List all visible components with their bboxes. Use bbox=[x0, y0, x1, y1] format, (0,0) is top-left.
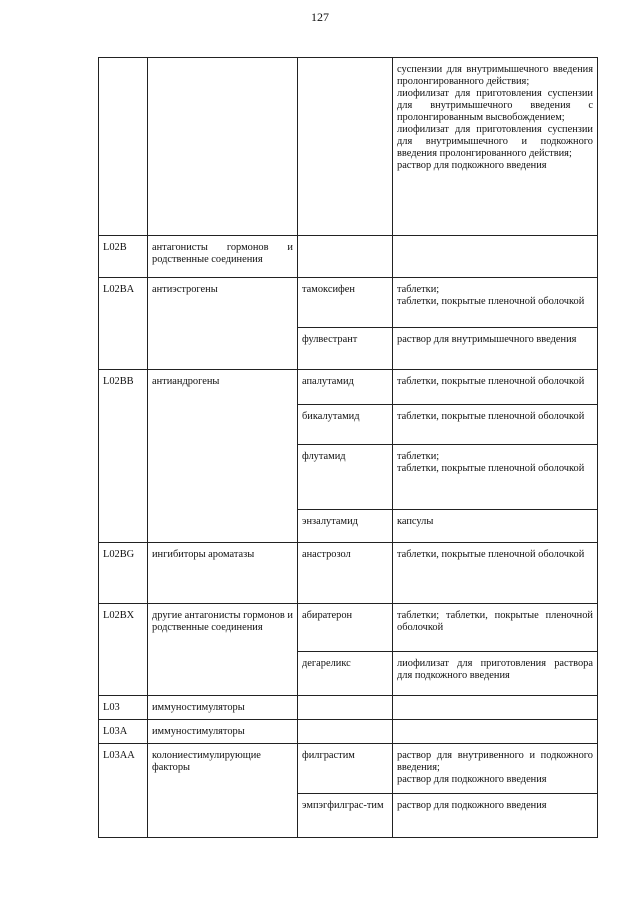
table-row bbox=[99, 720, 598, 744]
table-row bbox=[99, 278, 598, 328]
dosage-form-cell bbox=[393, 794, 598, 838]
table-row bbox=[99, 370, 598, 405]
group-cell: колониестимулирующие факторы bbox=[148, 744, 298, 838]
dosage-form-cell bbox=[393, 604, 598, 652]
atc-code-cell: L02BB bbox=[99, 370, 148, 543]
inn-cell: анастрозол bbox=[298, 543, 393, 604]
inn-cell bbox=[298, 720, 393, 744]
dosage-form-line: раствор для подкожного введения bbox=[397, 773, 547, 785]
dosage-form-line: лиофилизат для приготовления раствора для подкожного введения bbox=[397, 658, 593, 681]
group-cell: антиандрогены bbox=[148, 370, 298, 543]
inn-cell bbox=[298, 58, 393, 236]
inn-cell: тамоксифен bbox=[298, 278, 393, 328]
dosage-form-cell bbox=[393, 720, 598, 744]
dosage-form-line: таблетки, покрытые пленочной оболочкой bbox=[397, 462, 585, 474]
dosage-form-line: таблетки, покрытые пленочной оболочкой bbox=[397, 549, 585, 560]
atc-code-cell: L02BX bbox=[99, 604, 148, 696]
group-cell: антиэстрогены bbox=[148, 278, 298, 370]
inn-cell: абиратерон bbox=[298, 604, 393, 652]
dosage-form-line: капсулы bbox=[397, 516, 434, 527]
inn-cell bbox=[298, 236, 393, 278]
dosage-form-cell bbox=[393, 696, 598, 720]
table-row bbox=[99, 236, 598, 278]
inn-cell: апалутамид bbox=[298, 370, 393, 405]
dosage-form-line: лиофилизат для приготовления суспензии для внутримышечного и подкожного введения пролонгированного действия; bbox=[397, 123, 593, 159]
dosage-form-line: раствор для внутривенного и подкожного введения; bbox=[397, 750, 593, 773]
dosage-form-cell bbox=[393, 744, 598, 794]
dosage-form-line: раствор для внутримышечного введения bbox=[397, 334, 577, 345]
table-row bbox=[99, 58, 598, 236]
atc-code-cell: L02BG bbox=[99, 543, 148, 604]
dosage-form-line: таблетки, покрытые пленочной оболочкой bbox=[397, 376, 585, 387]
table-row bbox=[99, 604, 598, 652]
inn-cell: эмпэгфилграс-тим bbox=[298, 794, 393, 838]
inn-cell: филграстим bbox=[298, 744, 393, 794]
dosage-form-cell bbox=[393, 652, 598, 696]
dosage-form-line: таблетки, покрытые пленочной оболочкой bbox=[397, 411, 585, 422]
dosage-form-cell bbox=[393, 445, 598, 510]
drug-table bbox=[98, 57, 598, 838]
dosage-form-line: таблетки; таблетки, покрытые пленочной оболочкой bbox=[397, 610, 593, 633]
dosage-form-line: суспензии для внутримышечного введения пролонгированного действия; bbox=[397, 64, 593, 87]
atc-code-cell: L03A bbox=[99, 720, 148, 744]
group-cell: иммуностимуляторы bbox=[148, 720, 298, 744]
dosage-form-cell bbox=[393, 370, 598, 405]
inn-cell bbox=[298, 696, 393, 720]
dosage-form-line: таблетки; bbox=[397, 284, 440, 295]
atc-code-cell: L03AA bbox=[99, 744, 148, 838]
dosage-form-line: таблетки; bbox=[397, 451, 440, 462]
atc-code-cell: L03 bbox=[99, 696, 148, 720]
dosage-form-cell bbox=[393, 236, 598, 278]
group-cell: ингибиторы ароматазы bbox=[148, 543, 298, 604]
dosage-form-cell bbox=[393, 510, 598, 543]
atc-code-cell bbox=[99, 58, 148, 236]
inn-cell: бикалутамид bbox=[298, 405, 393, 445]
dosage-form-line: лиофилизат для приготовления суспензии для внутримышечного введения с пролонгированным высвобождением; bbox=[397, 87, 593, 123]
inn-cell: флутамид bbox=[298, 445, 393, 510]
dosage-form-line: таблетки, покрытые пленочной оболочкой bbox=[397, 295, 585, 307]
inn-cell: фулвестрант bbox=[298, 328, 393, 370]
table-row bbox=[99, 543, 598, 604]
atc-code-cell: L02BA bbox=[99, 278, 148, 370]
dosage-form-cell bbox=[393, 278, 598, 328]
group-cell: антагонисты гормонов и родственные соединения bbox=[148, 236, 298, 278]
group-cell: другие антагонисты гормонов и родственные соединения bbox=[148, 604, 298, 696]
group-cell: иммуностимуляторы bbox=[148, 696, 298, 720]
atc-code-cell: L02B bbox=[99, 236, 148, 278]
dosage-form-cell bbox=[393, 58, 598, 236]
dosage-form-cell bbox=[393, 328, 598, 370]
group-cell bbox=[148, 58, 298, 236]
inn-cell: дегареликс bbox=[298, 652, 393, 696]
table-row bbox=[99, 696, 598, 720]
dosage-form-cell bbox=[393, 543, 598, 604]
dosage-form-line: раствор для подкожного введения bbox=[397, 159, 547, 171]
page-number: 127 bbox=[311, 10, 329, 24]
table-row bbox=[99, 744, 598, 794]
dosage-form-cell bbox=[393, 405, 598, 445]
inn-cell: энзалутамид bbox=[298, 510, 393, 543]
dosage-form-line: раствор для подкожного введения bbox=[397, 800, 547, 811]
